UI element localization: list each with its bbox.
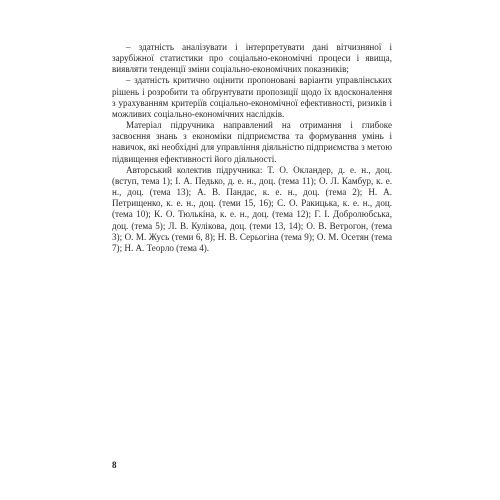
paragraph-4: Авторський колектив підручника: Т. О. Окландер, д. е. н., доц. (вступ, тема 1); І. А. Педько, д. е. н., доц. (тема 11); О. Л. Камбур, к. е. н., доц. (тема 13); А. В. Пандас, к. е. н., доц. (тема 2); Н. А. Петрищенко, к. е. н., доц. (теми 15, 16); С. О. Ракицька, к. е. н., доц. (тема 10); К. О. Тюлькіна, к. е. н., доц. (тема 12); Г. І. Добролюбська, доц. (тема 5); Л. В. Кулікова, доц. (теми 13, 14); О. В. Ветрогон, (тема 3); О. М. Жусь (теми 6, 8); Н. В. Серьогіна (тема 9); О. М. Осетян (тема 7); Н. А. Теорло (тема 4).: [112, 164, 392, 253]
paragraph-2: – здатність критично оцінити пропоновані варіанти управлінських рішень і розробити та обґрунтувати пропозиції щодо їх вдосконалення з урахуванням критеріїв соціально-економічної ефективності, ризиків і можливих соціально-економічних наслідків.: [112, 75, 392, 119]
paragraph-3: Матеріал підручника направлений на отримання і глибоке засвоєння знань з економіки підприємства та формування умінь і навичок, які необхідні для управління діяльністю підприємства з метою підвищення ефективності його діяльності.: [112, 120, 392, 164]
page-number: 8: [112, 460, 117, 470]
paragraph-1: – здатність аналізувати і інтерпретувати дані вітчизняної і зарубіжної статистики про соціально-економічні процеси і явища, виявляти тенденції зміни соціально-економічних показників;: [112, 42, 392, 75]
body-text: [112, 42, 392, 254]
